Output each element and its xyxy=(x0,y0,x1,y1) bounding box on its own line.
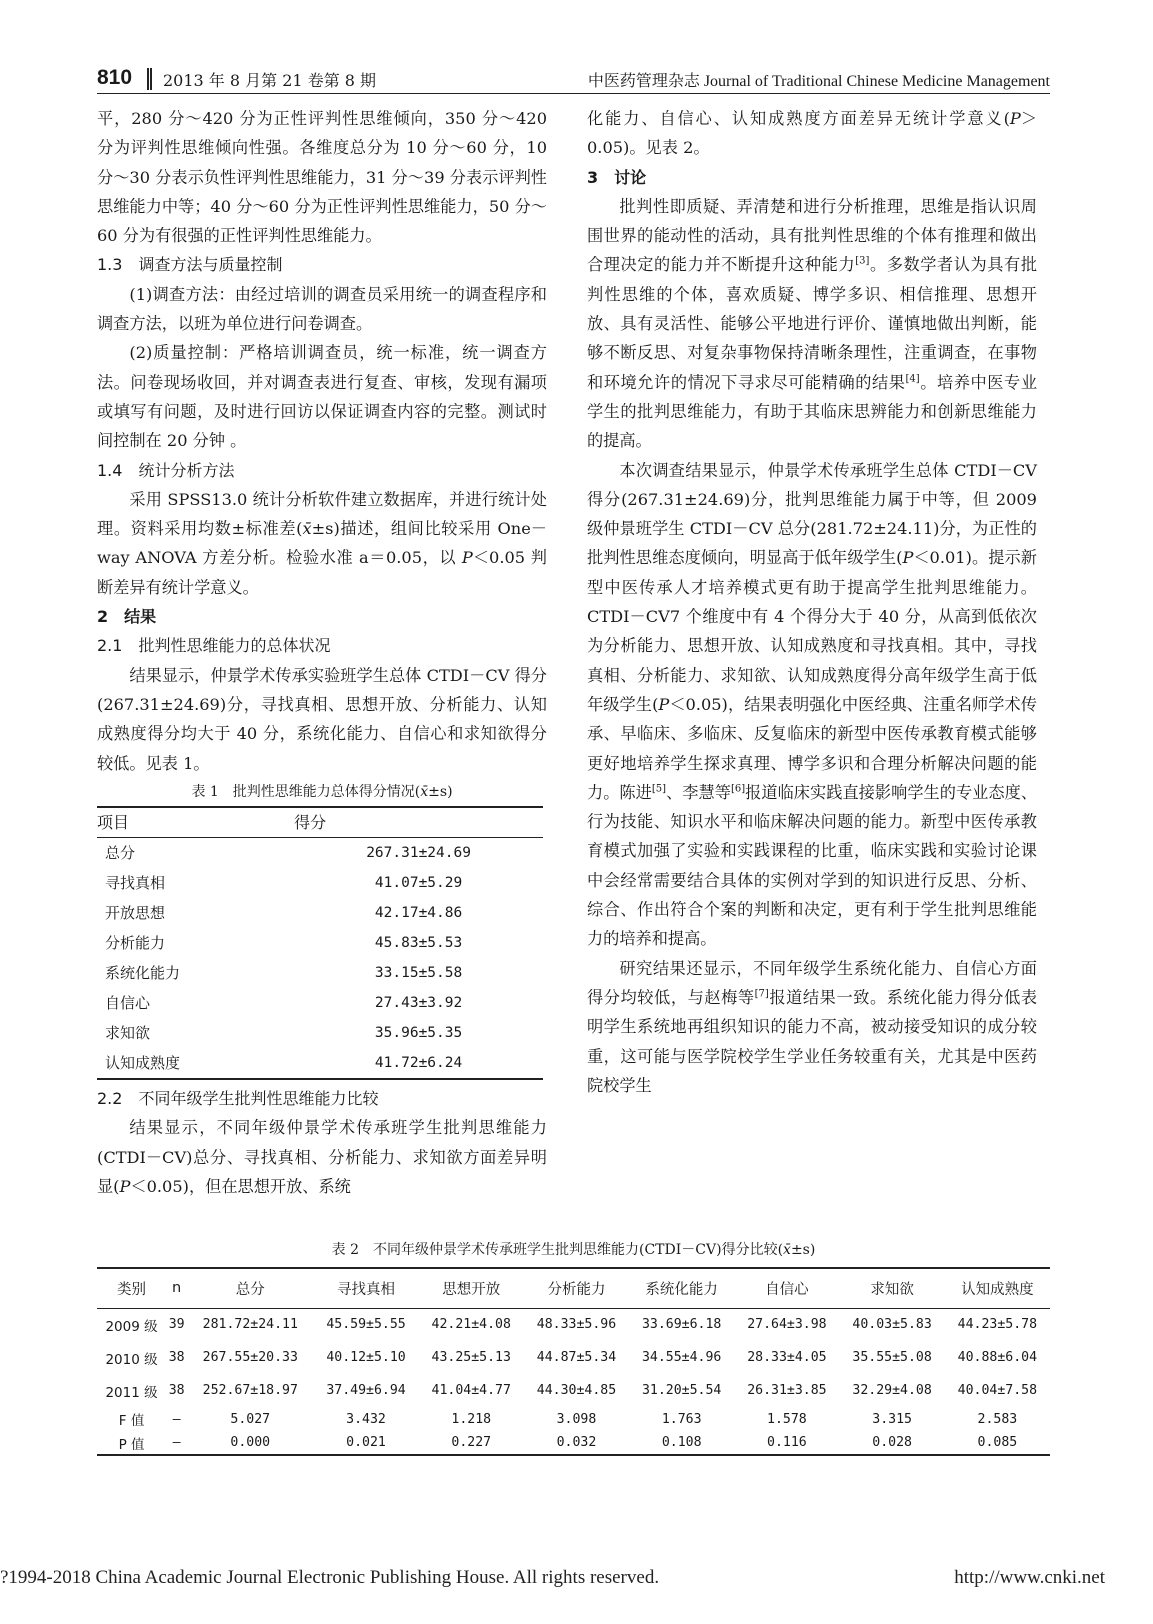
paragraph-quality-control: (2)质量控制：严格培训调查员，统一标准，统一调查方法。问卷现场收回，并对调查表进行复查、审核，发现有漏项或填写有问题，及时进行回访以保证调查内容的完整。测试时间控制在 20 分钟 。 xyxy=(97,343,547,451)
heading-3: 3 讨论 xyxy=(587,167,647,187)
table2-header-curiosity: 求知欲 xyxy=(840,1268,945,1308)
table2-header-confidence: 自信心 xyxy=(734,1268,839,1308)
paragraph-grade-comparison: 结果显示，不同年级仲景学术传承班学生批判思维能力(CTDI－CV)总分、寻找真相、分析能力、求知欲方面差异明显(P＜0.05)，但在思想开放、系统 xyxy=(97,1118,547,1197)
table2 xyxy=(97,1267,1050,1456)
page-number: 810 xyxy=(97,66,133,89)
table-row: 寻找真相 41.07±5.29 xyxy=(105,874,463,893)
heading-1-4: 1.4 统计分析方法 xyxy=(97,460,235,480)
table2-header-total: 总分 xyxy=(187,1268,313,1308)
table-row: 分析能力 45.83±5.53 xyxy=(105,934,463,953)
paragraph-survey-method: (1)调查方法：由经过培训的调查员采用统一的调查程序和调查方法，以班为单位进行问卷调查。 xyxy=(97,284,547,334)
table-row: 2010 级 38 267.55±20.33 40.12±5.10 43.25±5.13 44.87±5.34 34.55±4.96 28.33±4.05 35.55±5.08 40.88±6.04 xyxy=(105,1350,1038,1368)
table2-header-category: 类别 xyxy=(97,1268,166,1308)
journal-name: 中医药管理杂志 Journal of Traditional Chinese Medicine Management xyxy=(587,73,1050,90)
table1-header-item: 项目 xyxy=(97,807,294,838)
table2-header-maturity: 认知成熟度 xyxy=(945,1268,1050,1308)
table2-header-row xyxy=(97,1268,1050,1308)
heading-2-1: 2.1 批判性思维能力的总体状况 xyxy=(97,636,331,656)
table2-header-n: n xyxy=(166,1268,187,1308)
paragraph-discussion-1: 批判性即质疑、弄清楚和进行分析推理，思维是指认识周围世界的能动性的活动，具有批判性思维的个体有推理和做出合理决定的能力并不断提升这种能力[3]。多数学者认为具有批判性思维的个体，喜欢质疑、博学多识、相信推理、思想开放、具有灵活性、能够公平地进行评价、谨慎地做出判断，能够不断反思、对复杂事物保持清晰条理性，注重调查，在事物和环境允许的情况下寻求尽可能精确的结果[4]。培养中医专业学生的批判思维能力，有助于其临床思辨能力和创新思维能力的提高。 xyxy=(587,196,1038,451)
copyright-notice: ?1994-2018 China Academic Journal Electronic Publishing House. All rights reserved. xyxy=(0,1567,660,1588)
paragraph-discussion-2: 本次调查结果显示，仲景学术传承班学生总体 CTDI－CV 得分(267.31±24.69)分，批判思维能力属于中等，但 2009 级仲景班学生 CTDI－CV 总分(281.72±24.11)分，为正性的批判性思维态度倾向，明显高于低年级学生(P＜0.01)。提示新型中医传承人才培养模式更有助于提高学生批判思维能力。CTDI－CV7 个维度中有 4 个得分大于 40 分，从高到低依次为分析能力、思想开放、认知成熟度和寻找真相。其中，寻找真相、分析能力、求知欲、认知成熟度得分高年级学生高于低年级学生(P＜0.05)，结果表明强化中医经典、注重名师学术传承、早临床、多临床、反复临床的新型中医传承教育模式能够更好地培养学生探求真理、博学多识和合理分析解决问题的能力。陈进[5]、李慧等[6]报道临床实践直接影响学生的专业态度、行为技能、知识水平和临床解决问题的能力。新型中医传承教育模式加强了实验和实践课程的比重，临床实践和实验讨论课中会经常需要结合具体的实例对学到的知识进行反思、分析、综合、作出符合个案的判断和决定，更有利于学生批判思维能力的培养和提高。 xyxy=(587,460,1038,949)
table2-header-system: 系统化能力 xyxy=(629,1268,734,1308)
left-column xyxy=(97,104,547,1201)
running-header xyxy=(97,66,1050,94)
paragraph-intro: 平，280 分～420 分为正性评判性思维倾向，350 分～420 分为评判性思维倾向性强。各维度总分为 10 分～60 分，10 分～30 分表示负性评判性思维能力，31 分～39 分表示评判性思维能力中等；40 分～60 分为正性评判性思维能力，50 分～60 分为有很强的正性评判性思维能力。 xyxy=(97,109,547,246)
table-row: 2011 级 38 252.67±18.97 37.49±6.94 41.04±4.77 44.30±4.85 31.20±5.54 26.31±3.85 32.29±4.08 40.04±7.58 xyxy=(105,1383,1038,1401)
issue-info: 2013 年 8 月第 21 卷第 8 期 xyxy=(163,71,377,90)
table2-header-analysis: 分析能力 xyxy=(524,1268,629,1308)
paragraph-discussion-3: 研究结果还显示，不同年级学生系统化能力、自信心方面得分均较低，与赵梅等[7]报道结果一致。系统化能力得分低表明学生系统地再组织知识的能力不高，被动接受知识的成分较重，这可能与医学院校学生学业任务较重有关，尤其是中医药院校学生 xyxy=(587,958,1038,1095)
citation: [5] xyxy=(651,783,667,795)
table-row: 2009 级 39 281.72±24.11 45.59±5.55 42.21±4.08 48.33±5.96 33.69±6.18 27.64±3.98 40.03±5.83 44.23±5.78 xyxy=(105,1317,1038,1335)
table-row: 总分 267.31±24.69 xyxy=(105,844,471,863)
table1-header-row xyxy=(97,807,543,838)
citation: [4] xyxy=(905,373,920,385)
table-row: 自信心 27.43±3.92 xyxy=(105,994,463,1013)
citation: [3] xyxy=(855,256,870,268)
table-row-p-value: P 值 — 0.000 0.021 0.227 0.032 0.108 0.116 0.028 0.085 xyxy=(97,1431,1050,1455)
right-column xyxy=(587,104,1037,1100)
table-row: 求知欲 35.96±5.35 xyxy=(105,1024,463,1043)
heading-2-2: 2.2 不同年级学生批判性思维能力比较 xyxy=(97,1089,379,1109)
heading-2: 2 结果 xyxy=(97,607,157,627)
table1-caption: 表 1 批判性思维能力总体得分情况(x̄±s) xyxy=(191,783,453,800)
table2-header-truth: 寻找真相 xyxy=(313,1268,418,1308)
table-row-f-value: F 值 — 5.027 3.432 1.218 3.098 1.763 1.578 3.315 2.583 xyxy=(118,1411,1018,1429)
table1 xyxy=(97,806,543,1080)
paragraph-overall-results: 结果显示，仲景学术传承实验班学生总体 CTDI－CV 得分(267.31±24.69)分，寻找真相、思想开放、分析能力、认知成熟度得分均大于 40 分，系统化能力、自信心和求知欲得分较低。见表 1。 xyxy=(97,665,547,773)
table2-caption: 表 2 不同年级仲景学术传承班学生批判思维能力(CTDI－CV)得分比较(x̄±s) xyxy=(331,1242,816,1258)
website-link[interactable]: http://www.cnki.net xyxy=(954,1567,1105,1588)
paragraph-stats-method: 采用 SPSS13.0 统计分析软件建立数据库，并进行统计处理。资料采用均数±标准差(x̄±s)描述，组间比较采用 One－way ANOVA 方差分析。检验水准 a＝0.05，以 P＜0.05 判断差异有统计学意义。 xyxy=(97,489,547,597)
citation: [7] xyxy=(754,988,769,1000)
header-divider xyxy=(147,68,152,90)
table-row: 认知成熟度 41.72±6.24 xyxy=(97,1048,543,1079)
table-row: 开放思想 42.17±4.86 xyxy=(105,904,463,923)
heading-1-3: 1.3 调查方法与质量控制 xyxy=(97,255,283,275)
paragraph-continuation: 化能力、自信心、认知成熟度方面差异无统计学意义(P＞0.05)。见表 2。 xyxy=(587,109,1037,158)
table2-header-open: 思想开放 xyxy=(419,1268,524,1308)
table-row: 系统化能力 33.15±5.58 xyxy=(105,964,463,983)
citation: [6] xyxy=(730,783,746,795)
table1-header-score: 得分 xyxy=(294,807,543,838)
